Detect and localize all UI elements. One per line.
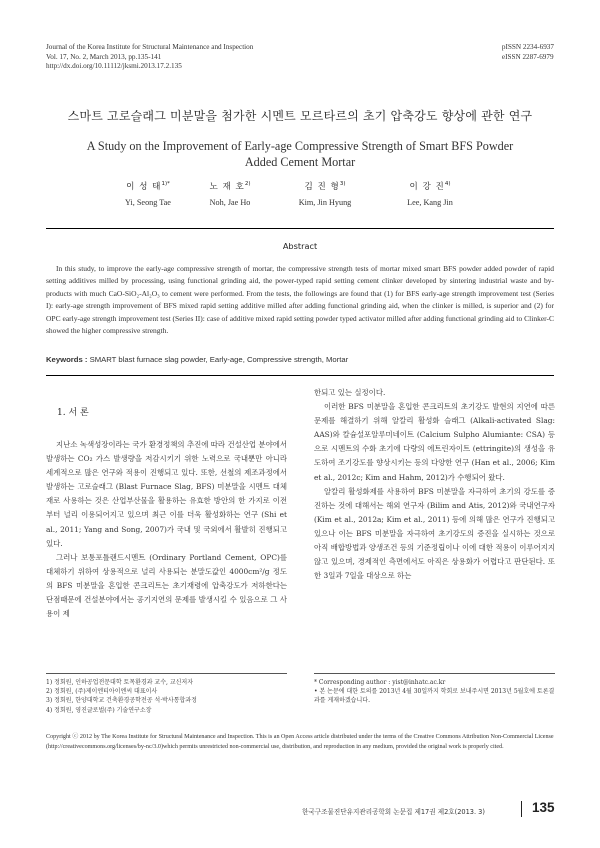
keywords-label: Keywords : bbox=[46, 355, 88, 364]
body-paragraph: 이러한 BFS 미분말을 혼입한 콘크리트의 초기강도 발현의 지연에 따른 문제를 해결하기 위해 알칼리 활성화 슬래그 (Alkali-activated Slag: AAS)와 칼슘설포알루미네이트 (Calcium Sulpho Alumiante: CSA) 등으로 시멘트의 수화 초기에 다량의 에트린자이트 (ettringite)의 생성을 유도하여 조기강도를 향상시키는 등의 다양한 연구 (Han et al., 2006; Kim et al., 2012c; Kim and Hahm, 2012)가 수행되어 왔다. bbox=[314, 402, 555, 482]
discussion-note: • 본 논문에 대한 토의를 2013년 4월 30일까지 학회로 보내주시면 2013년 5월호에 토론결과를 게재하겠습니다. bbox=[314, 688, 555, 705]
abstract-top-rule bbox=[46, 228, 554, 229]
footnote-rule-right bbox=[314, 673, 555, 674]
journal-name: Journal of the Korea Institute for Structural Maintenance and Inspection bbox=[46, 43, 254, 51]
author-4-name-ko: 이 강 진 bbox=[409, 182, 445, 192]
body-column-right bbox=[314, 386, 555, 583]
title-english-line2: Added Cement Mortar bbox=[244, 155, 356, 169]
footnote-item: 2) 정회원, (주)제이엔티아이엔씨 대표이사 bbox=[46, 688, 158, 696]
journal-volume: Vol. 17, No. 2, March 2013, pp.135-141 bbox=[46, 52, 162, 61]
author-3-name-en: Kim, Jin Hyung bbox=[298, 198, 352, 207]
author-2-name-en: Noh, Jae Ho bbox=[209, 198, 251, 207]
footnote-item: 3) 정회원, 한양대학교 건축환경공학전공 석·박사통합과정 bbox=[46, 697, 197, 705]
issn-block bbox=[502, 43, 554, 62]
footnote-item: 4) 정회원, 영진글로벌(주) 기술연구소장 bbox=[46, 706, 152, 714]
footnote-rule-left bbox=[46, 673, 287, 674]
body-paragraph: 지난소 녹색성장이라는 국가 환경정책의 추진에 따라 건설산업 분야에서 발생하는 CO₂ 가스 발생량을 저감시키기 위한 노력으로 국내뿐만 아니라 세계적으로 많은 연구와 적용이 진행되고 있다. 또한, 선철의 제조과정에서 발생하는 고로슬래그 (Blast Furnace Slag, BFS) 미분말을 시멘트 대체재로 사용하는 것은 산업부산물을 활용하는 유효한 방안의 한 가지로 이전부터 널리 이용되어지고 있으며 최근 이를 더욱 활성화하는 연구 (Shi et al., 2011; Yang and Song, 2007)가 국내 및 국외에서 활발히 진행되고 있다. bbox=[46, 440, 287, 548]
keywords-text: SMART blast furnace slag powder, Early-age, Compressive strength, Mortar bbox=[87, 355, 349, 364]
journal-header bbox=[46, 43, 253, 72]
author-1-mark: 1)* bbox=[161, 181, 170, 188]
author-3-mark: 3) bbox=[339, 181, 346, 188]
corresponding-author: * Corresponding author : yist@inhatc.ac.kr bbox=[314, 679, 446, 686]
body-paragraph: 한되고 있는 실정이다. bbox=[314, 388, 386, 397]
title-english-line1: A Study on the Improvement of Early-age Compressive Strength of Smart BFS Powder bbox=[86, 139, 514, 153]
body-paragraph: 알칼리 활성화제를 사용하여 BFS 미분말을 자극하여 초기의 강도를 증진하는 것에 대해서는 해외 연구자 (Bilim and Atis, 2012)와 국내연구자 (Kim et al., 2012a; Kim et al., 2011) 등에 의해 많은 연구가 진행되고 있으나 이는 BFS 미분말을 자극하여 초기강도의 증진을 실시하는 것으로 아직 배합방법과 양생조건 등의 기준정립이나 이에 대한 적용이 이루어지지 않고 있으며, 경제적인 측면에서도 아직은 상용화가 어렵다고 판단된다. 또한 3일과 7일을 대상으로 하는 bbox=[314, 486, 555, 581]
body-column-left bbox=[46, 438, 287, 621]
doi-link[interactable]: http://dx.doi.org/10.11112/jksmi.2013.17.2.135 bbox=[46, 62, 182, 70]
author-1-name-ko: 이 성 태 bbox=[126, 182, 162, 192]
abstract-bottom-rule bbox=[46, 375, 554, 376]
eissn: eISSN 2287-6979 bbox=[501, 52, 554, 61]
copyright-notice: Copyright ⓒ 2012 by The Korea Institute for Structural Maintenance and Inspection. This is an Open Access article distributed under the terms of the Creative Commons Attribution Non-Commercial License (http://creativecommons.org/licenses/by-nc/3.0)which permits unrestricted non-commercial use, distribution, and reproduction in any medium, provided the original work is properly cited. bbox=[46, 734, 554, 750]
author-3 bbox=[275, 180, 375, 207]
author-2 bbox=[180, 180, 280, 207]
title-korean: 스마트 고로슬래그 미분말을 첨가한 시멘트 모르타르의 초기 압축강도 향상에 관한 연구 bbox=[67, 109, 533, 123]
footnotes-affiliations bbox=[46, 678, 287, 715]
page-number: 135 bbox=[532, 800, 555, 815]
footer-separator bbox=[521, 801, 522, 817]
author-3-name-ko: 김 진 형 bbox=[304, 182, 340, 192]
footer-journal-title: 한국구조물진단유지관리공학회 논문집 제17권 제2호(2013. 3) bbox=[302, 808, 485, 816]
abstract-body bbox=[46, 263, 554, 337]
abstract-heading: Abstract bbox=[282, 241, 318, 251]
title-english bbox=[60, 138, 540, 170]
author-4-name-en: Lee, Kang Jin bbox=[407, 198, 453, 207]
keywords bbox=[46, 355, 554, 364]
abstract-text: In this study, to improve the early-age compressive strength of mortar, the compressive strength tests of mortar mixed smart BFS powder added powder of rapid setting additives milled by processing, using functional grinding aid, the power-typed rapid setting cement clinker developed by sintering industrial waste and by-products with much CaO-SiO₂-Al₂O₃ to cement were performed. From the tests, the followings are found that (1) for BFS early-age strength improvement test (Series I): early-age strength improvement of BFS mixed rapid setting additive milled after adding functional grinding aid, when the clinker is milled, is superior and (2) for OPC early-age strength improvement test (Series II): case of additive mixed rapid setting powder typed activator milled after adding functional grinding aid to Clinker-C showed the higher compressive strength. bbox=[46, 264, 554, 336]
body-paragraph: 그러나 보통포틀랜드시멘트 (Ordinary Portland Cement, OPC)를 대체하기 위하여 상용적으로 널리 사용되는 분말도값인 4000cm²/g 정도의 BFS 미분말을 혼입한 콘크리트는 초기재령에 압축강도가 저하한다는 단점때문에 건설분야에서는 공기지연의 문제를 발생시킬 수 있음으로 그 사용이 제 bbox=[46, 552, 287, 619]
author-1-name-en: Yi, Seong Tae bbox=[125, 198, 171, 207]
pissn: pISSN 2234-6937 bbox=[501, 43, 554, 51]
footnote-item: 1) 정회원, 인하공업전문대학 토목환경과 교수, 교신저자 bbox=[46, 679, 194, 686]
footnotes-correspondence bbox=[314, 678, 555, 706]
author-4 bbox=[380, 180, 480, 207]
author-2-mark: 2) bbox=[244, 181, 251, 188]
author-2-name-ko: 노 재 호 bbox=[209, 182, 245, 192]
author-4-mark: 4) bbox=[444, 181, 451, 188]
section-heading-intro: 1. 서 론 bbox=[57, 408, 89, 418]
